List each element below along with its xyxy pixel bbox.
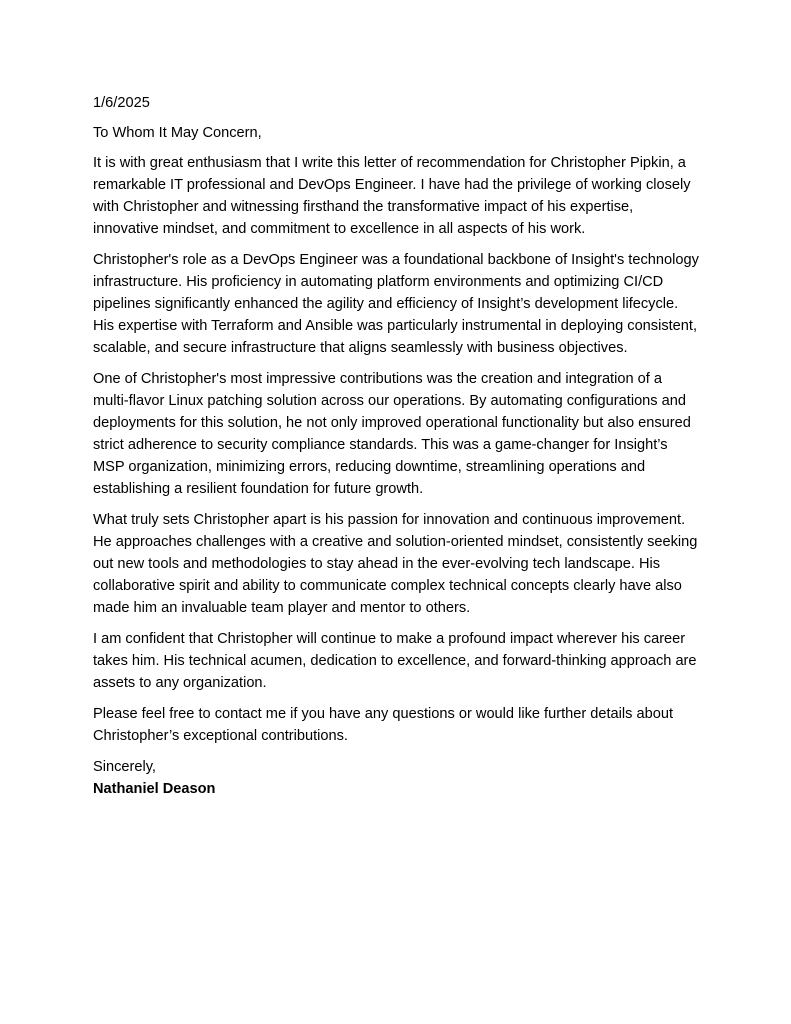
letter-salutation: To Whom It May Concern,	[93, 125, 262, 141]
paragraph-contact: Please feel free to contact me if you have any questions or would like further details about Christopher’s exceptional contributions.	[93, 706, 674, 744]
letter-date: 1/6/2025	[93, 95, 150, 111]
letter-signature-name: Nathaniel Deason	[93, 781, 216, 797]
paragraph-linux-patching: One of Christopher's most impressive contributions was the creation and integration of a multi-flavor Linux patching solution across our operations. By automating configurations and deployments for this solution, he not only improved operational functionality but also ensured strict adherence to security compliance standards. This was a game-changer for Insight’s MSP organization, minimizing errors, reducing downtime, streamlining operations and establishing a resilient foundation for future growth.	[93, 371, 691, 497]
paragraph-innovation: What truly sets Christopher apart is his passion for innovation and continuous improvement. He approaches challenges with a creative and solution-oriented mindset, consistently seeking out new tools and methodologies to stay ahead in the ever-evolving tech landscape. His collaborative spirit and ability to communicate complex technical concepts clearly have also made him an invaluable team player and mentor to others.	[93, 512, 698, 616]
letter-body	[93, 92, 700, 800]
paragraph-confidence: I am confident that Christopher will continue to make a profound impact wherever his career takes him. His technical acumen, dedication to excellence, and forward-thinking approach are assets to any organization.	[93, 631, 697, 691]
letter-closing: Sincerely,	[93, 759, 156, 775]
paragraph-devops-role: Christopher's role as a DevOps Engineer was a foundational backbone of Insight's technology infrastructure. His proficiency in automating platform environments and optimizing CI/CD pipelines significantly enhanced the agility and efficiency of Insight’s development lifecycle. His expertise with Terraform and Ansible was particularly instrumental in deploying consistent, scalable, and secure infrastructure that aligns seamlessly with business objectives.	[93, 252, 699, 356]
paragraph-introduction: It is with great enthusiasm that I write this letter of recommendation for Christopher Pipkin, a remarkable IT professional and DevOps Engineer. I have had the privilege of working closely with Christopher and witnessing firsthand the transformative impact of his expertise, innovative mindset, and commitment to excellence in all aspects of his work.	[93, 155, 691, 237]
